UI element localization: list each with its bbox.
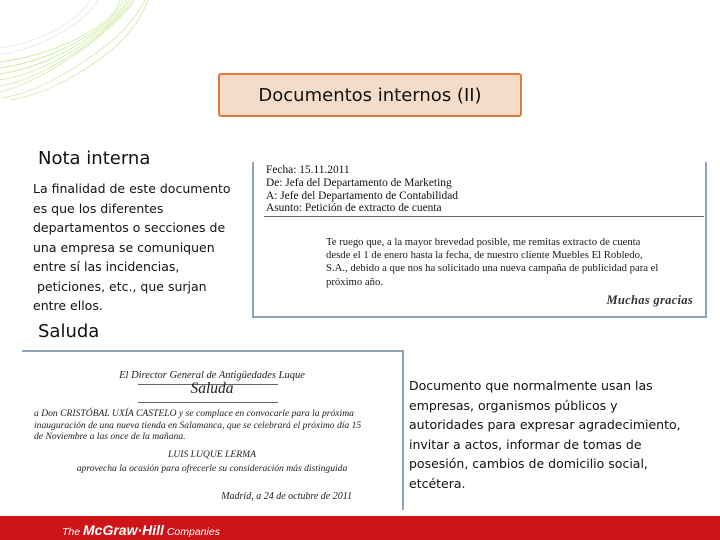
nota-description-line: es que los diferentes: [33, 200, 164, 216]
saluda-heading: Saluda: [38, 321, 100, 342]
saluda-description: [409, 376, 699, 493]
memo-date: Fecha: 15.11.2011: [266, 164, 350, 176]
saluda-card-divider: [138, 402, 278, 403]
saluda-card-title: Saluda: [190, 380, 234, 397]
saluda-description-line: Documento que normalmente usan las: [409, 378, 653, 393]
nota-interna-description: [33, 179, 248, 316]
title-banner: [218, 73, 522, 117]
saluda-card-date: Madrid, a 24 de octubre de 2011: [221, 491, 352, 502]
memo-from: De: Jefa del Departamento de Marketing: [266, 176, 452, 189]
memo-header: [266, 164, 458, 215]
saluda-card-body-line: a Don CRISTÓBAL UXÍA CASTELO y se complace en convocarle para la próxima: [34, 408, 354, 419]
nota-interna-heading: Nota interna: [38, 148, 151, 169]
saluda-description-line: autoridades para expresar agradecimiento,: [409, 417, 681, 432]
memo-body-line: desde el 1 de enero hasta la fecha, de nuestro cliente Muebles El Robledo,: [326, 249, 643, 262]
memo-body: [326, 236, 696, 289]
memo-to: A: Jefe del Departamento de Contabilidad: [266, 189, 458, 202]
saluda-example-image: [22, 350, 404, 510]
nota-description-line: entre ellos.: [33, 298, 103, 313]
saluda-card-signer: LUIS LUQUE LERMA: [168, 449, 256, 460]
saluda-card-body-line: de Noviembre a las once de la mañana.: [34, 431, 186, 442]
saluda-card-closing: aprovecha la ocasión para ofrecerle su consideración más distinguida: [76, 463, 348, 474]
logo-suffix: Companies: [163, 526, 220, 538]
saluda-description-line: empresas, organismos públicos y: [409, 397, 618, 413]
memo-body-line: próximo año.: [326, 275, 383, 288]
saluda-description-line: posesión, cambios de domicilio social,: [409, 456, 648, 471]
memo-body-line: S.A., debido a que nos ha solicitado una nueva campaña de publicidad para el: [326, 262, 659, 275]
saluda-card-body: [34, 408, 389, 443]
logo-prefix: The: [62, 526, 84, 538]
saluda-description-line: invitar a actos, informar de tomas de: [409, 436, 642, 452]
nota-description-line: La finalidad de este documento: [33, 181, 231, 196]
nota-description-line: entre sí las incidencias,: [33, 259, 180, 274]
saluda-description-line: etcétera.: [409, 475, 466, 491]
nota-description-line: departamentos o secciones de: [33, 220, 226, 235]
memo-subject: Asunto: Petición de extracto de cuenta: [266, 202, 442, 215]
page-title: Documentos internos (II): [258, 84, 482, 106]
nota-description-line: peticiones, etc., que surjan: [33, 278, 207, 294]
memo-signoff: Muchas gracias: [606, 293, 693, 307]
logo-brand: McGraw·Hill: [83, 522, 164, 538]
saluda-card-body-line: inauguración de una nueva tienda en Salamanca, que se celebrará el próximo día 15: [34, 419, 362, 431]
decorative-swirl-graphic: [0, 0, 150, 100]
nota-interna-example-image: [252, 162, 707, 318]
nota-description-line: una empresa se comuniquen: [33, 239, 215, 255]
memo-divider: [264, 216, 704, 217]
mcgraw-hill-logo: [62, 522, 220, 540]
saluda-card-sender: El Director General de Antigüedades Luque: [119, 370, 305, 381]
memo-body-line: Te ruego que, a la mayor brevedad posible, me remitas extracto de cuenta: [326, 236, 641, 248]
